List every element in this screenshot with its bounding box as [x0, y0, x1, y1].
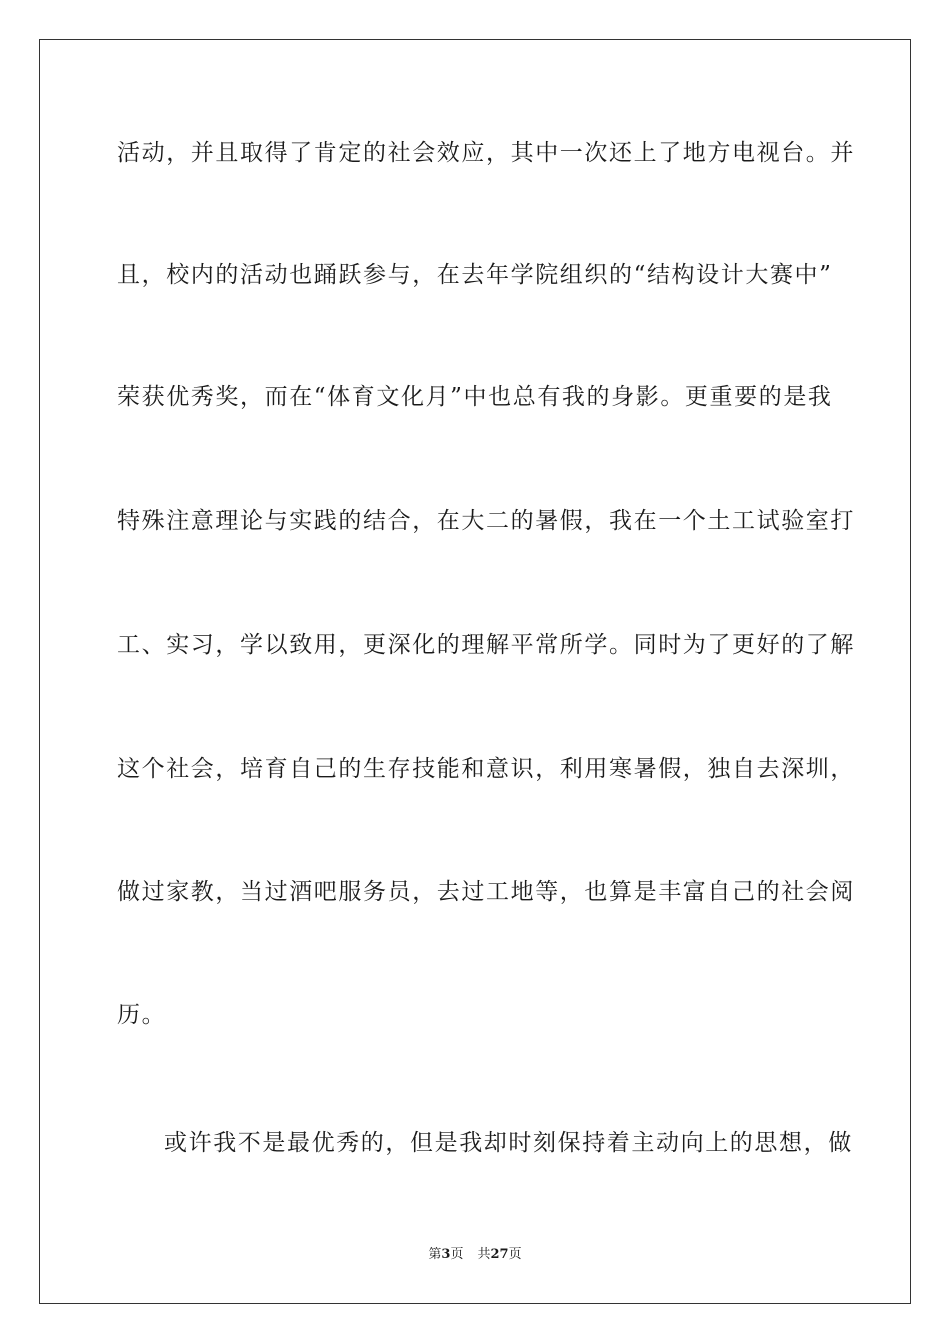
text-line: 活动，并且取得了肯定的社会效应，其中一次还上了地方电视台。并	[117, 140, 855, 166]
page-suffix: 页	[450, 1247, 464, 1262]
text-line: 且，校内的活动也踊跃参与，在去年学院组织的“结构设计大赛中”	[117, 262, 833, 288]
page-number: 3	[441, 1247, 451, 1262]
text-line: 这个社会，培育自己的生存技能和意识，利用寒暑假，独自去深圳，	[117, 756, 855, 782]
total-pages: 27	[490, 1247, 509, 1262]
page-prefix: 第	[428, 1247, 442, 1262]
paragraph-first-line: 或许我不是最优秀的，但是我却时刻保持着主动向上的思想，做	[164, 1130, 853, 1156]
text-line: 历。	[117, 1002, 167, 1028]
text-line: 特殊注意理论与实践的结合，在大二的暑假，我在一个土工试验室打	[117, 508, 855, 534]
text-line: 做过家教，当过酒吧服务员，去过工地等，也算是丰富自己的社会阅	[117, 879, 855, 905]
page-footer	[0, 1246, 950, 1264]
page-border	[39, 39, 911, 1304]
total-prefix: 共	[477, 1247, 491, 1262]
total-suffix: 页	[508, 1247, 522, 1262]
text-line: 工、实习，学以致用，更深化的理解平常所学。同时为了更好的了解	[117, 632, 855, 658]
text-line: 荣获优秀奖，而在“体育文化月”中也总有我的身影。更重要的是我	[117, 384, 833, 410]
